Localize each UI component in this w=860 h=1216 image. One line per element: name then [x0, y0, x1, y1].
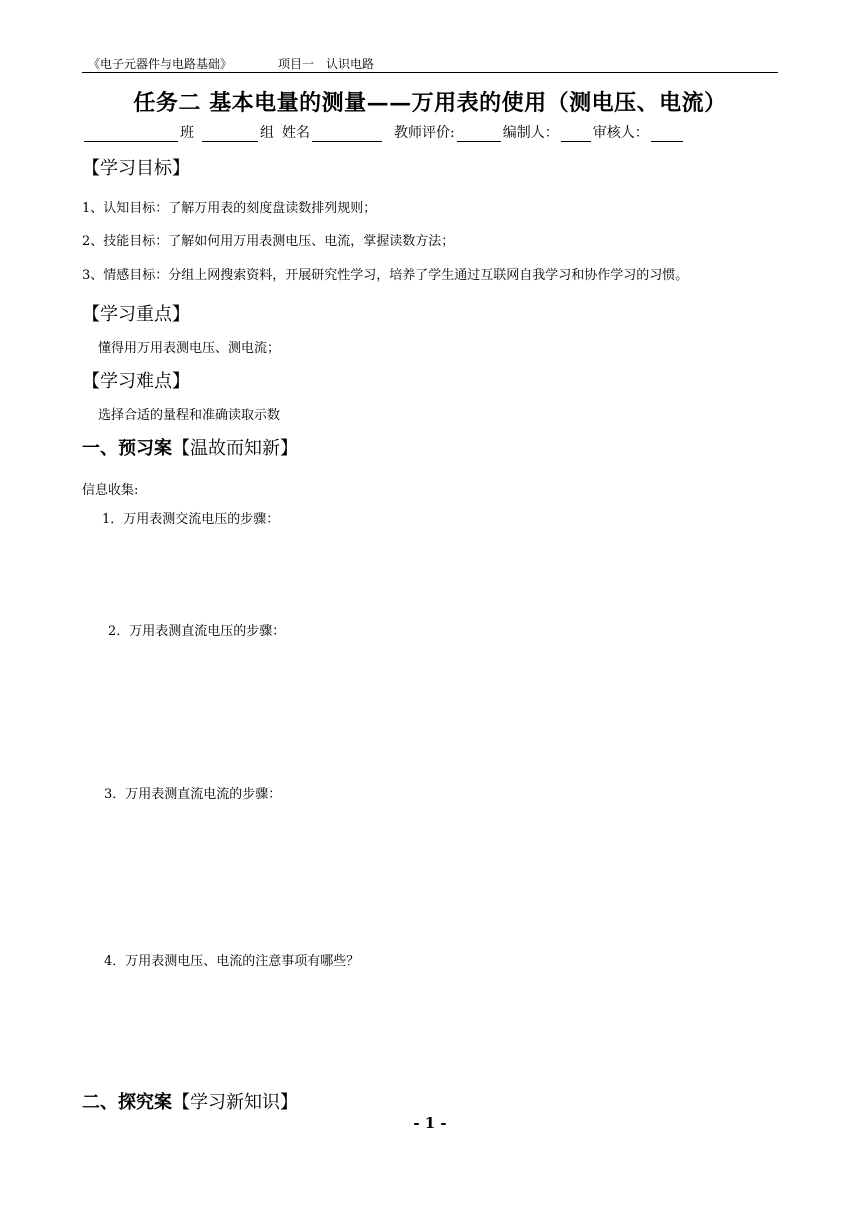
class-label: 班 — [180, 125, 194, 141]
page-number: - 1 - — [413, 1114, 447, 1132]
difficulties-text: 选择合适的量程和准确读取示数 — [98, 408, 281, 423]
preview-heading — [82, 434, 298, 460]
page-title: 任务二 基本电量的测量——万用表的使用（测电压、电流） — [133, 90, 727, 116]
group-label: 组 — [260, 125, 274, 141]
teacher-eval-label: 教师评价: — [394, 125, 455, 141]
explore-heading-sub: 【学习新知识】 — [172, 1092, 298, 1113]
name-label: 姓名 — [282, 125, 310, 141]
goal-item-3: 3、情感目标：分组上网搜索资料，开展研究性学习，培养了学生通过互联网自我学习和协作学习的习惯。 — [82, 268, 689, 283]
preview-heading-main: 一、预习案 — [82, 438, 172, 459]
goal-item-2: 2、技能目标：了解如何用万用表测电压、电流，掌握读数方法； — [82, 234, 455, 249]
editor-blank[interactable] — [561, 127, 591, 142]
preview-heading-sub: 【温故而知新】 — [172, 438, 298, 459]
key-points-heading: 【学习重点】 — [82, 304, 190, 325]
question-3: 3．万用表测直流电流的步骤： — [104, 787, 282, 802]
header-project: 项目一 认识电路 — [278, 57, 375, 71]
question-2: 2．万用表测直流电压的步骤： — [108, 624, 286, 639]
key-points-text: 懂得用万用表测电压、测电流； — [98, 341, 281, 356]
goal-item-1: 1、认知目标：了解万用表的刻度盘读数排列规则； — [82, 201, 377, 216]
header-book-title: 《电子元器件与电路基础》 — [88, 57, 233, 71]
reviewer-blank[interactable] — [651, 127, 683, 142]
goals-heading: 【学习目标】 — [82, 158, 190, 179]
question-1: 1．万用表测交流电压的步骤： — [102, 512, 280, 527]
group-blank[interactable] — [202, 127, 258, 142]
header-divider — [82, 72, 778, 73]
name-blank[interactable] — [312, 127, 382, 142]
question-4: 4．万用表测电压、电流的注意事项有哪些？ — [104, 954, 360, 969]
editor-label: 编制人： — [502, 125, 559, 141]
student-info-line — [82, 122, 685, 142]
explore-heading — [82, 1088, 298, 1114]
teacher-eval-blank[interactable] — [457, 127, 501, 142]
explore-heading-main: 二、探究案 — [82, 1092, 172, 1113]
difficulties-heading: 【学习难点】 — [82, 371, 190, 392]
reviewer-label: 审核人： — [592, 125, 649, 141]
info-collection-label: 信息收集: — [82, 483, 139, 498]
class-blank[interactable] — [84, 127, 178, 142]
